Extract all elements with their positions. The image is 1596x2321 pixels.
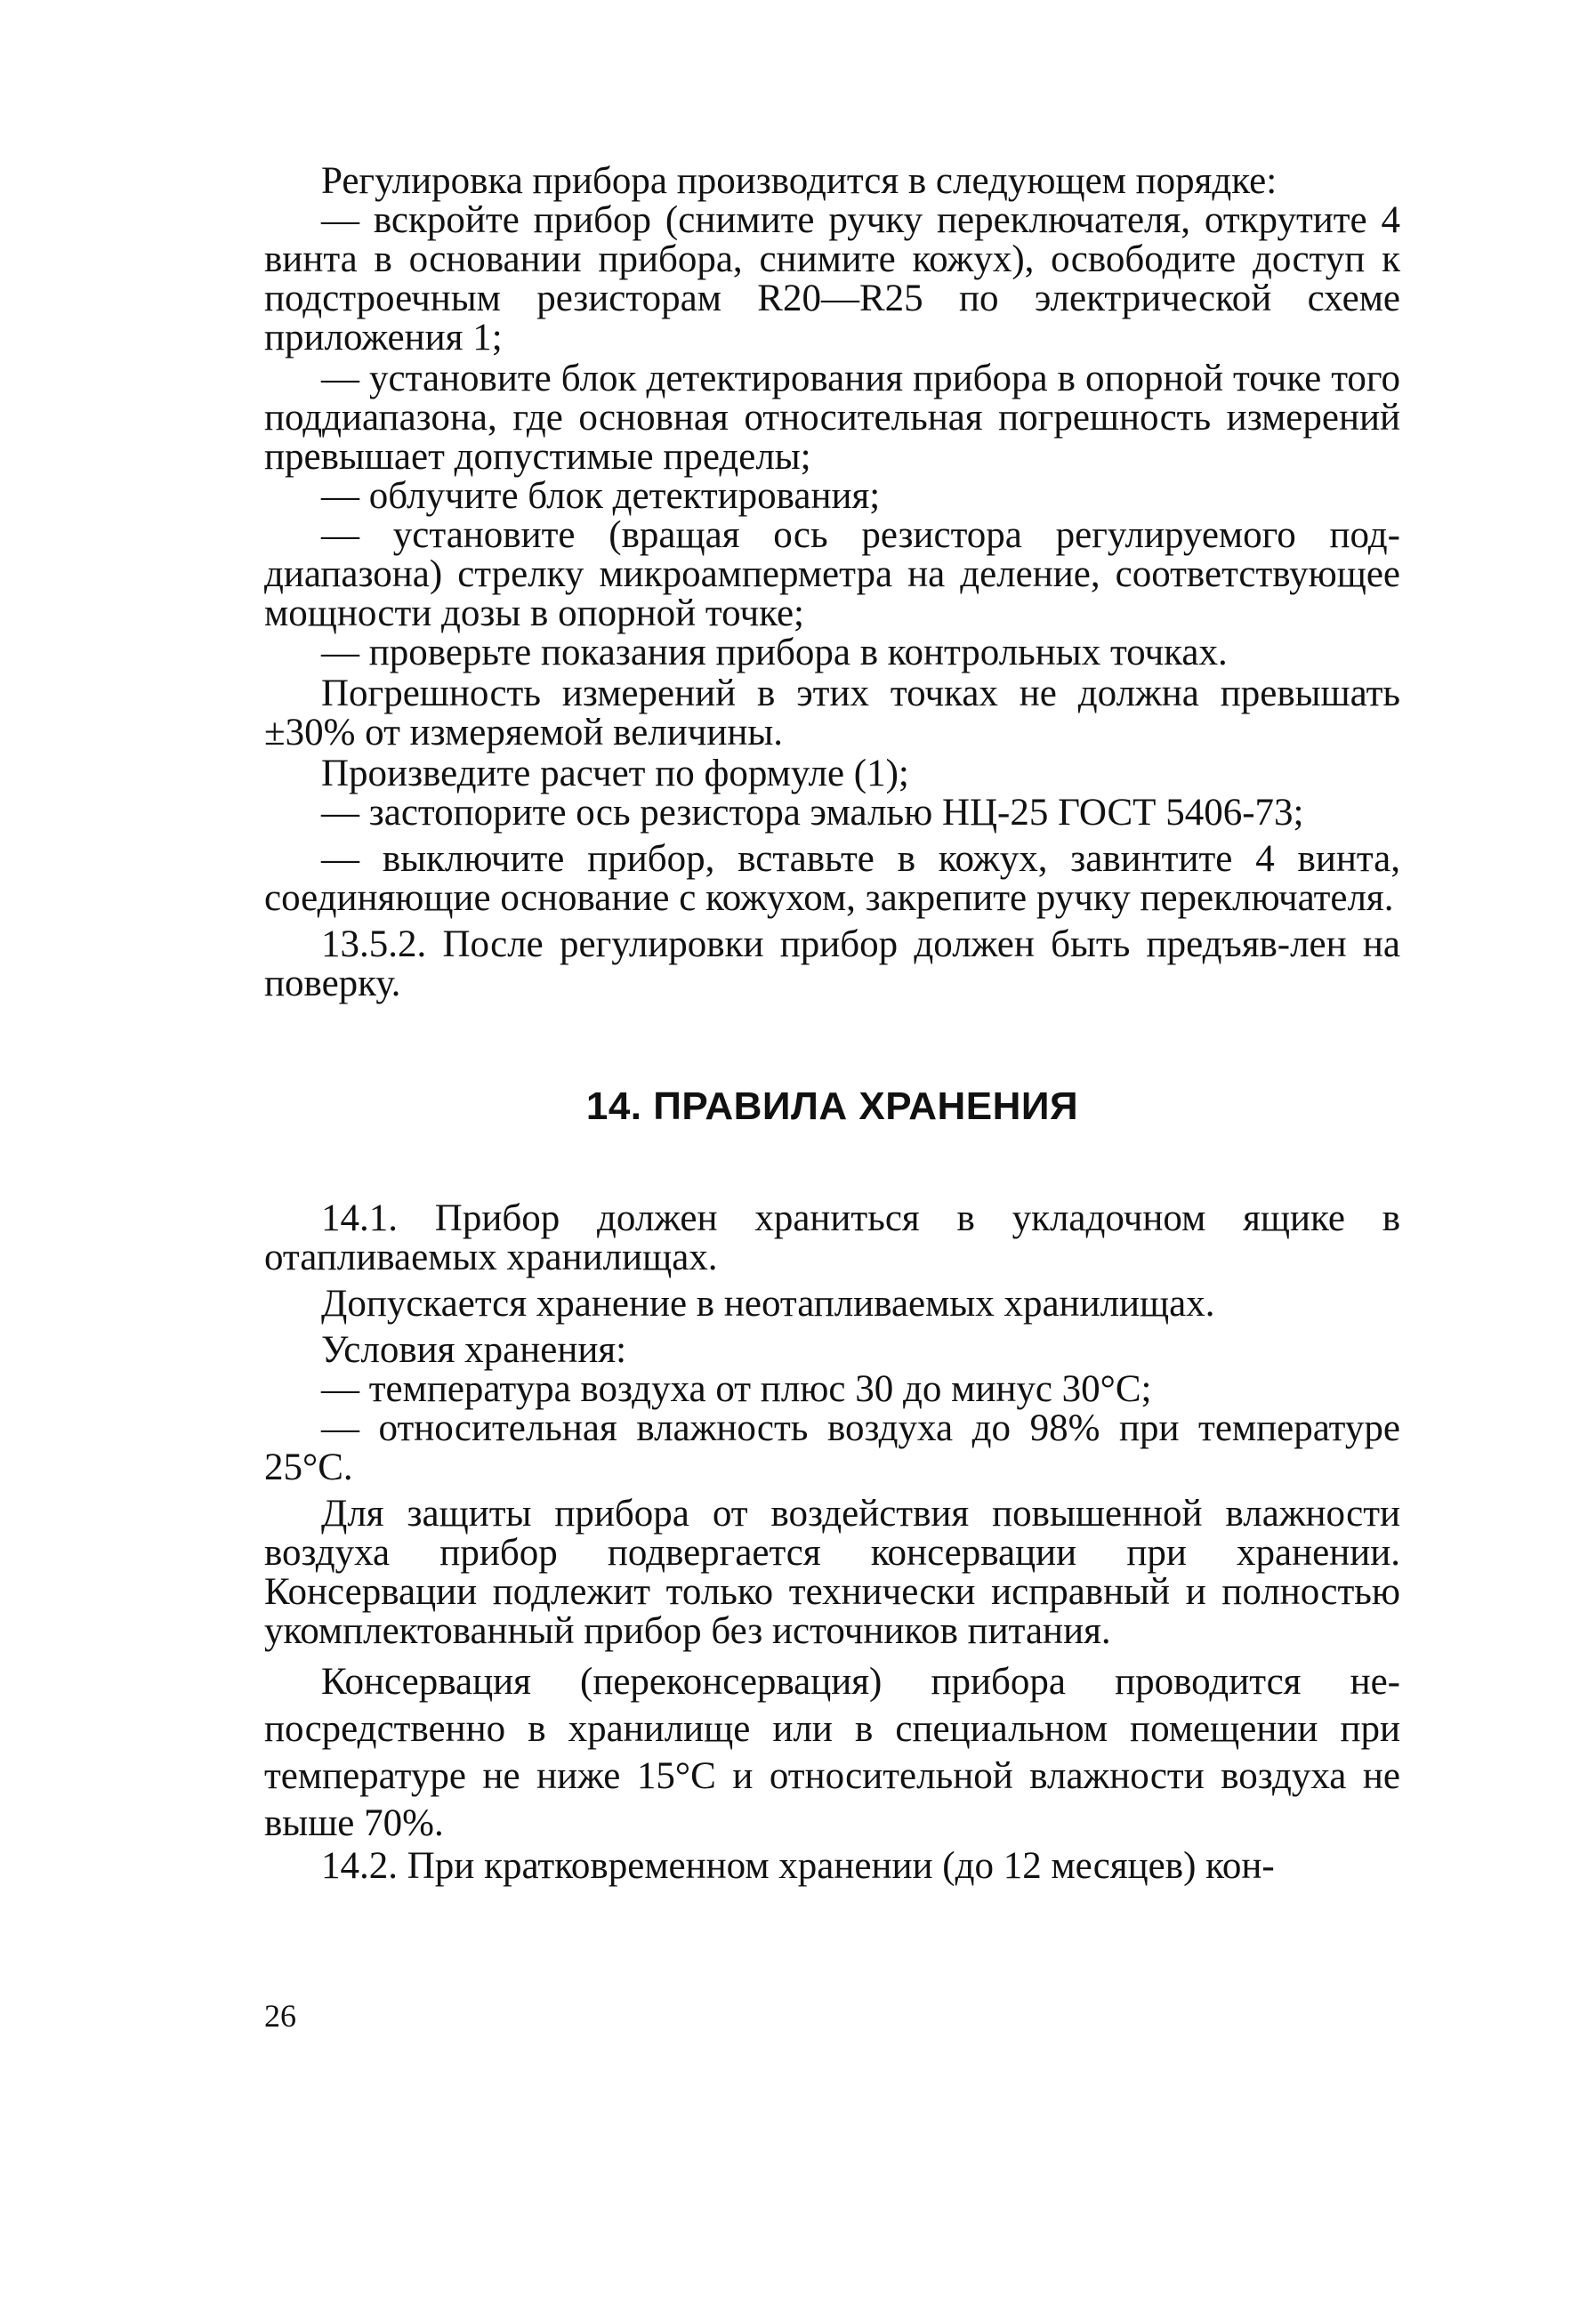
- paragraph-adjustment-order: Регулировка прибора производится в следующем порядке:: [321, 160, 1278, 202]
- paragraph-storage-conditions: Условия хранения:: [321, 1329, 627, 1371]
- paragraph-14-2: 14.2. При кратковременном хранении (до 12 месяцев) кон-: [321, 1845, 1275, 1887]
- page-content: [264, 162, 1400, 1886]
- paragraph-14-1: 14.1. Прибор должен храниться в укладочном ящике в отапливаемых хранилищах.: [264, 1197, 1400, 1278]
- paragraph-unheated-storage: Допускается хранение в неотапливаемых хранилищах.: [321, 1283, 1215, 1325]
- step-irradiate-detector: — облучите блок детектирования;: [321, 475, 881, 517]
- condition-humidity: — относительная влажность воздуха до 98% при температуре 25°С.: [264, 1407, 1400, 1488]
- step-open-device: — вскройте прибор (снимите ручку переключателя, открутите 4 винта в основании прибора, снимите кожух), освободите доступ к подстроечным резисторам R20—R25 по электрической схеме приложения 1;: [264, 199, 1400, 359]
- section-heading-storage-rules: 14. ПРАВИЛА ХРАНЕНИЯ: [585, 1084, 1079, 1128]
- paragraph-conservation-place: Консервация (переконсервация) прибора проводится непосредственно в хранилище или в специальном помещении при температуре не ниже 15°С и относительной влажности воздуха не выше 70%.: [264, 1661, 1400, 1844]
- page-number: 26: [264, 1998, 296, 2034]
- paragraph-conservation-protection: Для защиты прибора от воздействия повышенной влажности воздуха прибор подвергается консервации при хранении. Консервации подлежит только технически исправный и полностью укомплектованный прибор без источников питания.: [264, 1493, 1400, 1652]
- step-lock-resistor: — застопорите ось резистора эмалью НЦ-25 ГОСТ 5406-73;: [321, 792, 1304, 834]
- paragraph-calculate-formula: Произведите расчет по формуле (1);: [321, 753, 909, 794]
- paragraph-13-5-2: 13.5.2. После регулировки прибор должен быть предъяв-лен на поверку.: [264, 923, 1400, 1004]
- step-set-needle: — установите (вращая ось резистора регулируемого поддиапазона) стрелку микроамперметра на деление, соответствующее мощности дозы в опорной точке;: [264, 514, 1400, 634]
- step-install-detector: — установите блок детектирования прибора в опорной точке того поддиапазона, где основная относительная погрешность измерений превышает допустимые пределы;: [264, 358, 1400, 478]
- condition-temperature: — температура воздуха от плюс 30 до минус 30°С;: [321, 1368, 1152, 1410]
- step-check-readings: — проверьте показания прибора в контрольных точках.: [321, 632, 1228, 673]
- paragraph-error-limit: Погрешность измерений в этих точках не должна превышать ±30% от измеряемой величины.: [264, 673, 1400, 754]
- step-close-device: — выключите прибор, вставьте в кожух, завинтите 4 винта, соединяющие основание с кожухом, закрепите ручку переключателя.: [264, 838, 1400, 919]
